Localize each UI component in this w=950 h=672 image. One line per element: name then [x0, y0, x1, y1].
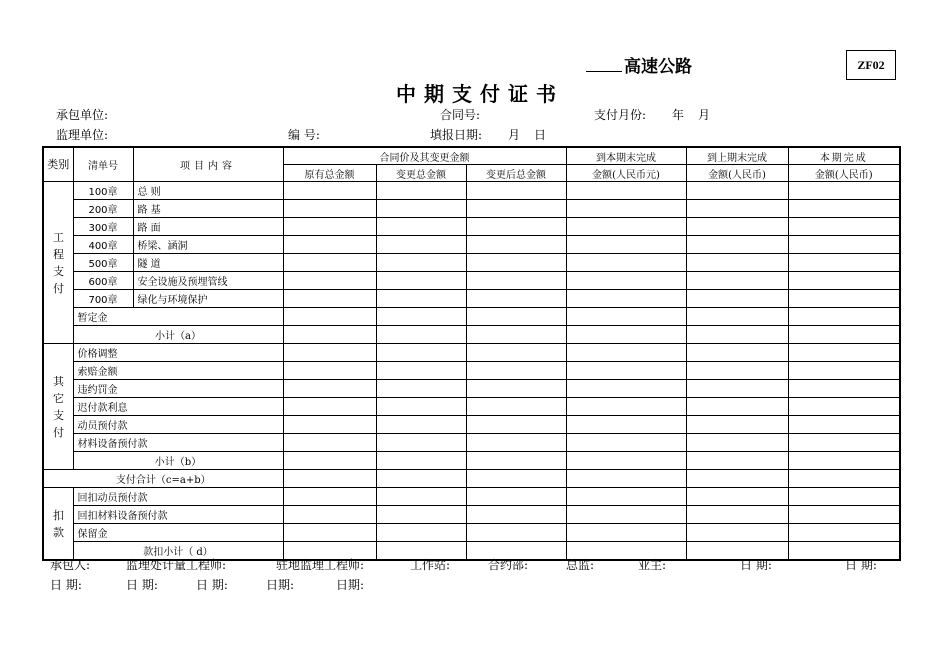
- content-cell: 总 则: [133, 182, 283, 200]
- amount-cell[interactable]: [566, 218, 686, 236]
- form-code: ZF02: [846, 50, 896, 80]
- amount-cell[interactable]: [283, 488, 376, 506]
- signer-owner: 业主:: [638, 558, 667, 572]
- amount-cell[interactable]: [376, 524, 466, 542]
- amount-cell[interactable]: [376, 416, 466, 434]
- amount-cell[interactable]: [566, 200, 686, 218]
- amount-cell[interactable]: [686, 326, 788, 344]
- amount-cell[interactable]: [686, 434, 788, 452]
- section-engineering: 工程支付: [43, 182, 73, 344]
- amount-cell[interactable]: [283, 452, 376, 470]
- amount-cell[interactable]: [788, 524, 900, 542]
- content-cell: 路 面: [133, 218, 283, 236]
- amount-cell[interactable]: [788, 344, 900, 362]
- amount-cell[interactable]: [566, 524, 686, 542]
- amount-cell[interactable]: [686, 542, 788, 561]
- amount-cell[interactable]: [788, 542, 900, 561]
- amount-cell[interactable]: [283, 326, 376, 344]
- amount-cell[interactable]: [466, 272, 566, 290]
- amount-cell[interactable]: [788, 254, 900, 272]
- content-cell: 安全设施及预埋管线: [133, 272, 283, 290]
- amount-cell[interactable]: [686, 470, 788, 488]
- item-no-cell: 700章: [73, 290, 133, 308]
- table-row: [43, 308, 900, 326]
- amount-cell[interactable]: [566, 362, 686, 380]
- amount-cell[interactable]: [788, 236, 900, 254]
- amount-cell[interactable]: [788, 398, 900, 416]
- amount-cell[interactable]: [283, 398, 376, 416]
- amount-cell[interactable]: [376, 290, 466, 308]
- amount-cell[interactable]: [686, 362, 788, 380]
- amount-cell[interactable]: [686, 236, 788, 254]
- table-row: [43, 434, 900, 452]
- amount-cell[interactable]: [788, 200, 900, 218]
- amount-cell[interactable]: [566, 344, 686, 362]
- amount-cell[interactable]: [283, 506, 376, 524]
- section-other: 其它支付: [43, 344, 73, 470]
- item-no-cell: 600章: [73, 272, 133, 290]
- amount-cell[interactable]: [686, 344, 788, 362]
- date-label: 日 期:: [196, 578, 228, 592]
- amount-cell[interactable]: [686, 524, 788, 542]
- item-no-cell: 400章: [73, 236, 133, 254]
- amount-cell[interactable]: [466, 416, 566, 434]
- table-row: [43, 290, 900, 308]
- signer-contract-dept: 合约部:: [488, 558, 529, 572]
- amount-cell[interactable]: [283, 236, 376, 254]
- amount-cell[interactable]: [283, 290, 376, 308]
- amount-cell[interactable]: [466, 452, 566, 470]
- table-row: [43, 254, 900, 272]
- amount-cell[interactable]: [283, 254, 376, 272]
- amount-cell[interactable]: [788, 308, 900, 326]
- amount-cell[interactable]: [788, 488, 900, 506]
- table-row: [43, 218, 900, 236]
- amount-cell[interactable]: [566, 470, 686, 488]
- amount-cell[interactable]: [566, 272, 686, 290]
- amount-cell[interactable]: [466, 380, 566, 398]
- after-change-header: 变更后总金额: [466, 165, 566, 182]
- table-row: [43, 200, 900, 218]
- date-label: 日 期:: [740, 558, 772, 572]
- amount-cell[interactable]: [566, 416, 686, 434]
- amount-cell[interactable]: [788, 380, 900, 398]
- item-no-cell: 300章: [73, 218, 133, 236]
- to-period-end-amount-header: 金额(人民币元): [566, 165, 686, 182]
- amount-cell[interactable]: [788, 506, 900, 524]
- signer-workstation: 工作站:: [410, 558, 451, 572]
- section-deduction: 扣款: [43, 488, 73, 561]
- table-row: [43, 272, 900, 290]
- item-no-cell: 100章: [73, 182, 133, 200]
- amount-cell[interactable]: [376, 254, 466, 272]
- amount-cell[interactable]: [283, 182, 376, 200]
- amount-cell[interactable]: [566, 254, 686, 272]
- amount-cell[interactable]: [376, 218, 466, 236]
- content-cell: 路 基: [133, 200, 283, 218]
- amount-cell[interactable]: [566, 326, 686, 344]
- amount-cell[interactable]: [466, 254, 566, 272]
- amount-cell[interactable]: [686, 452, 788, 470]
- contract-group-header: 合同价及其变更金额: [283, 147, 566, 165]
- amount-cell[interactable]: [376, 398, 466, 416]
- payment-table: [42, 146, 901, 561]
- amount-cell[interactable]: [788, 290, 900, 308]
- amount-cell[interactable]: [376, 182, 466, 200]
- other-item-cell: 动员预付款: [73, 416, 283, 434]
- amount-cell[interactable]: [376, 236, 466, 254]
- table-row: [43, 452, 900, 470]
- amount-cell[interactable]: [466, 488, 566, 506]
- content-cell: 绿化与环境保护: [133, 290, 283, 308]
- amount-cell[interactable]: [686, 182, 788, 200]
- original-header: 原有总金额: [283, 165, 376, 182]
- header-row-1: [43, 147, 900, 165]
- pay-month-label: 支付月份:: [594, 108, 647, 122]
- amount-cell[interactable]: [283, 416, 376, 434]
- other-item-cell: 索赔金额: [73, 362, 283, 380]
- supervisor-unit-label: 监理单位:: [56, 128, 109, 142]
- fill-date-label: 填报日期:: [430, 128, 483, 142]
- item-no-cell: 500章: [73, 254, 133, 272]
- amount-cell[interactable]: [283, 434, 376, 452]
- amount-cell[interactable]: [686, 200, 788, 218]
- table-row: [43, 398, 900, 416]
- month-label: 月: [698, 108, 711, 122]
- other-item-cell: 价格调整: [73, 344, 283, 362]
- road-name-blank[interactable]: [586, 57, 622, 72]
- date-label: 日 期:: [845, 558, 877, 572]
- amount-cell[interactable]: [283, 470, 376, 488]
- deduction-item-cell: 保留金: [73, 524, 283, 542]
- amount-cell[interactable]: [788, 362, 900, 380]
- amount-cell[interactable]: [788, 416, 900, 434]
- amount-cell[interactable]: [283, 380, 376, 398]
- table-row: [43, 182, 900, 200]
- table-row: [43, 380, 900, 398]
- other-item-cell: 迟付款利息: [73, 398, 283, 416]
- amount-cell[interactable]: [566, 308, 686, 326]
- amount-cell[interactable]: [686, 380, 788, 398]
- deduction-subtotal-cell: 款扣小计（ d）: [73, 542, 283, 561]
- amount-cell[interactable]: [788, 326, 900, 344]
- amount-cell[interactable]: [376, 308, 466, 326]
- amount-cell[interactable]: [283, 308, 376, 326]
- road-title-text: 高速公路: [624, 57, 692, 77]
- signer-measure-engineer: 监理处计量工程师:: [126, 558, 227, 572]
- amount-cell[interactable]: [466, 182, 566, 200]
- amount-cell[interactable]: [686, 488, 788, 506]
- amount-cell[interactable]: [466, 344, 566, 362]
- amount-cell[interactable]: [686, 506, 788, 524]
- amount-cell[interactable]: [376, 326, 466, 344]
- amount-cell[interactable]: [686, 398, 788, 416]
- content-cell: 桥梁、涵洞: [133, 236, 283, 254]
- to-last-period-header: 到上期末完成: [686, 147, 788, 165]
- amount-cell[interactable]: [788, 218, 900, 236]
- item-no-cell: 200章: [73, 200, 133, 218]
- amount-cell[interactable]: [376, 200, 466, 218]
- subtotal-a-cell: 小计（a）: [73, 326, 283, 344]
- table-row: [43, 326, 900, 344]
- pay-total-cell: 支付合计（c=a+b）: [43, 470, 283, 488]
- amount-cell[interactable]: [283, 272, 376, 290]
- signer-chief-supervisor: 总监:: [566, 558, 595, 572]
- contract-no-label: 合同号:: [440, 108, 481, 122]
- table-row: [43, 416, 900, 434]
- amount-cell[interactable]: [466, 308, 566, 326]
- table-row: [43, 488, 900, 506]
- amount-cell[interactable]: [788, 182, 900, 200]
- fill-month-label: 月: [508, 128, 521, 142]
- amount-cell[interactable]: [788, 434, 900, 452]
- date-label: 日 期:: [126, 578, 158, 592]
- amount-cell[interactable]: [566, 398, 686, 416]
- amount-cell[interactable]: [566, 290, 686, 308]
- to-period-end-header: 到本期末完成: [566, 147, 686, 165]
- amount-cell[interactable]: [376, 272, 466, 290]
- date-label: 日期:: [266, 578, 295, 592]
- provisional-cell: 暂定金: [73, 308, 283, 326]
- amount-cell[interactable]: [376, 452, 466, 470]
- serial-no-label: 编 号:: [288, 128, 320, 142]
- category-header: 类别: [43, 147, 73, 182]
- amount-cell[interactable]: [566, 506, 686, 524]
- amount-cell[interactable]: [686, 416, 788, 434]
- amount-cell[interactable]: [686, 218, 788, 236]
- amount-cell[interactable]: [788, 272, 900, 290]
- content-header: 项目内容: [133, 147, 283, 182]
- change-header: 变更总金额: [376, 165, 466, 182]
- amount-cell[interactable]: [566, 236, 686, 254]
- amount-cell[interactable]: [566, 434, 686, 452]
- amount-cell[interactable]: [466, 506, 566, 524]
- amount-cell[interactable]: [686, 254, 788, 272]
- amount-cell[interactable]: [686, 308, 788, 326]
- signer-contractor: 承包人:: [50, 558, 91, 572]
- signer-resident-engineer: 驻地监理工程师:: [276, 558, 365, 572]
- amount-cell[interactable]: [686, 272, 788, 290]
- table-row: [43, 236, 900, 254]
- deduction-item-cell: 回扣动员预付款: [73, 488, 283, 506]
- amount-cell[interactable]: [466, 200, 566, 218]
- amount-cell[interactable]: [376, 488, 466, 506]
- amount-cell[interactable]: [466, 362, 566, 380]
- amount-cell[interactable]: [283, 362, 376, 380]
- amount-cell[interactable]: [376, 506, 466, 524]
- amount-cell[interactable]: [466, 326, 566, 344]
- amount-cell[interactable]: [283, 344, 376, 362]
- table-row: [43, 524, 900, 542]
- amount-cell[interactable]: [686, 290, 788, 308]
- year-label: 年: [672, 108, 685, 122]
- other-item-cell: 违约罚金: [73, 380, 283, 398]
- page-title: 中期支付证书: [396, 82, 564, 106]
- amount-cell[interactable]: [466, 236, 566, 254]
- amount-cell[interactable]: [376, 380, 466, 398]
- amount-cell[interactable]: [788, 470, 900, 488]
- road-title: [586, 52, 692, 77]
- date-label: 日期:: [336, 578, 365, 592]
- date-label: 日 期:: [50, 578, 82, 592]
- amount-cell[interactable]: [788, 452, 900, 470]
- fill-day-label: 日: [534, 128, 547, 142]
- item-no-header: 清单号: [73, 147, 133, 182]
- content-cell: 隧 道: [133, 254, 283, 272]
- subtotal-b-cell: 小计（b）: [73, 452, 283, 470]
- this-period-amount-header: 金额(人民币): [788, 165, 900, 182]
- table-row: [43, 506, 900, 524]
- amount-cell[interactable]: [566, 182, 686, 200]
- amount-cell[interactable]: [566, 380, 686, 398]
- amount-cell[interactable]: [466, 524, 566, 542]
- deduction-item-cell: 回扣材料设备预付款: [73, 506, 283, 524]
- table-row: [43, 344, 900, 362]
- this-period-header: 本期完成: [788, 147, 900, 165]
- amount-cell[interactable]: [376, 434, 466, 452]
- amount-cell[interactable]: [466, 434, 566, 452]
- amount-cell[interactable]: [566, 452, 686, 470]
- amount-cell[interactable]: [376, 470, 466, 488]
- other-item-cell: 材料设备预付款: [73, 434, 283, 452]
- contractor-unit-label: 承包单位:: [56, 108, 109, 122]
- amount-cell[interactable]: [466, 470, 566, 488]
- amount-cell[interactable]: [466, 218, 566, 236]
- table-row: [43, 470, 900, 488]
- amount-cell[interactable]: [466, 290, 566, 308]
- amount-cell[interactable]: [283, 524, 376, 542]
- amount-cell[interactable]: [466, 398, 566, 416]
- amount-cell[interactable]: [566, 488, 686, 506]
- amount-cell[interactable]: [376, 344, 466, 362]
- to-last-period-amount-header: 金额(人民币): [686, 165, 788, 182]
- amount-cell[interactable]: [283, 200, 376, 218]
- amount-cell[interactable]: [283, 218, 376, 236]
- amount-cell[interactable]: [376, 362, 466, 380]
- table-row: [43, 362, 900, 380]
